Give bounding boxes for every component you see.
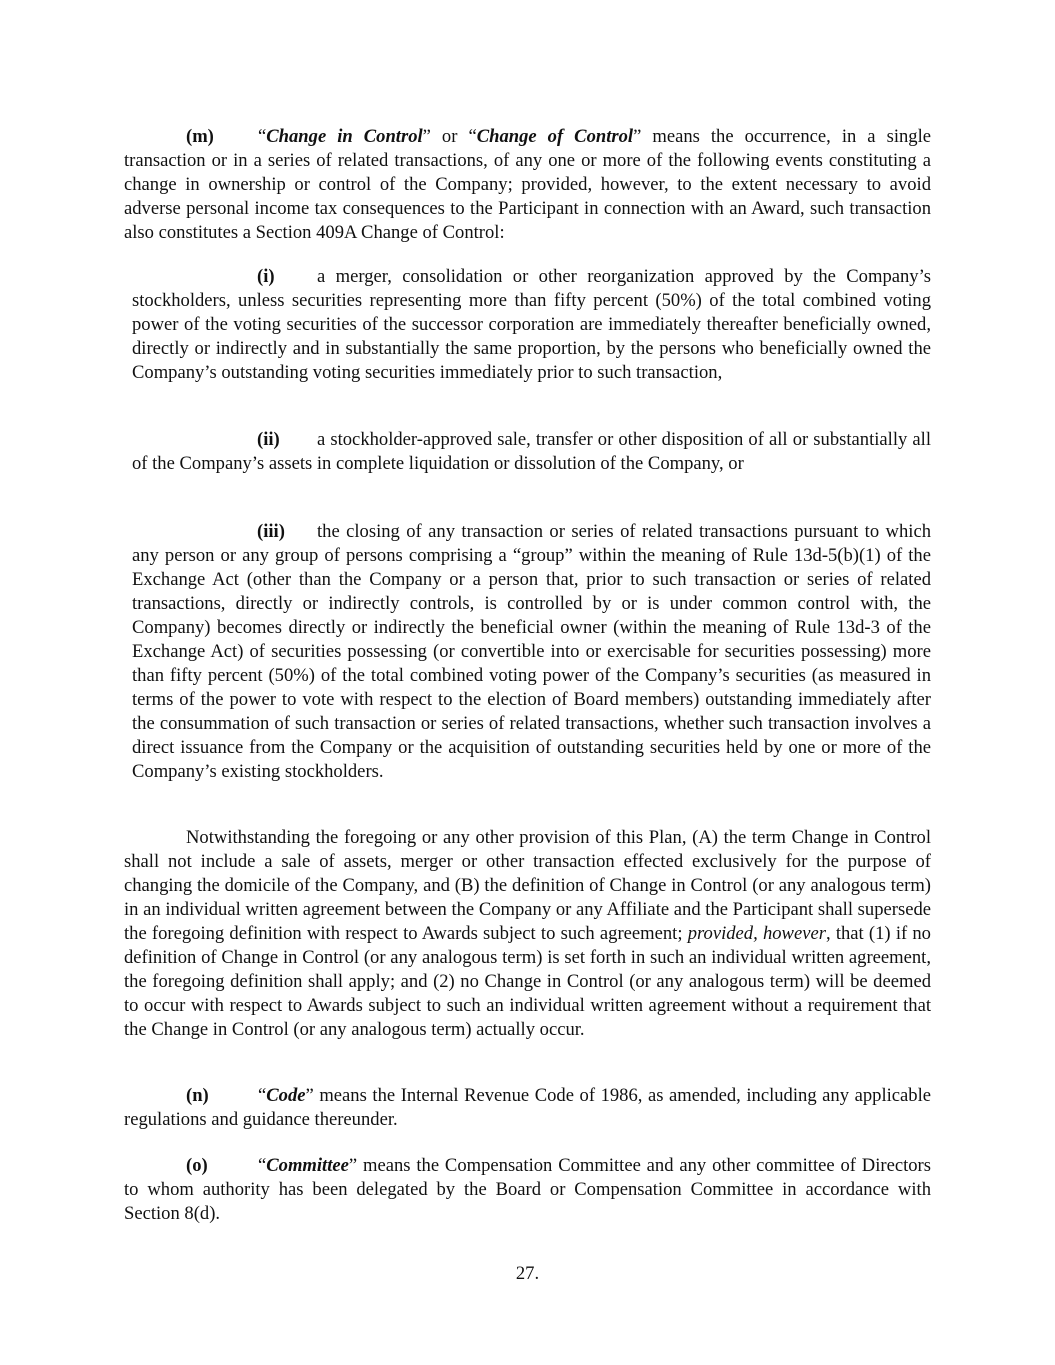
quote-open: “ [258,126,267,147]
paragraph-i-label: (i) [257,266,275,287]
paragraph-m-text: ” means the occurrence, in a single transaction or in a series of related transactions, of any one or more of the following events constituting a change in ownership or control of the Company; provided, however, to the extent necessary to avoid adverse personal income tax consequences to the Participant in connection with an Award, such transaction also constitutes a Section 409A Change of Control: [124,126,931,243]
paragraph-m [124,125,931,245]
paragraph-ii-text: a stockholder-approved sale, transfer or other disposition of all or substantially all of the Company’s assets in complete liquidation or dissolution of the Company, or [132,429,931,474]
term-change-of-control: Change of Control [476,126,634,147]
quote-open: “ [258,1155,267,1176]
term-change-in-control: Change in Control [266,126,423,147]
paragraph-i-text: a merger, consolidation or other reorganization approved by the Company’s stockholders, unless securities representing more than fifty percent (50%) of the total combined voting power of the voting securities of the successor corporation are immediately thereafter beneficially owned, directly or indirectly and in substantially the same proportion, by the persons who beneficially owned the Company’s outstanding voting securities immediately prior to such transaction, [132,266,931,383]
paragraph-iii-text: the closing of any transaction or series of related transactions pursuant to which any person or any group of persons comprising a “group” within the meaning of Rule 13d-5(b)(1) of the Exchange Act (other than the Company or a person that, prior to such transaction or series of related transactions, directly or indirectly controls, is controlled by or is under common control with, the Company) becomes directly or indirectly the beneficial owner (within the meaning of Rule 13d-3 of the Exchange Act) of securities possessing (or convertible into or exercisable for securities possessing) more than fifty percent (50%) of the total combined voting power of the Company’s securities (as measured in terms of the power to vote with respect to the election of Board members) outstanding immediately after the consummation of such transaction or series of related transactions, whether such transaction involves a direct issuance from the Company or the acquisition of outstanding securities held by one or more of the Company’s existing stockholders. [132,521,931,782]
paragraph-n-text: ” means the Internal Revenue Code of 1986, as amended, including any applicable regulations and guidance thereunder. [124,1085,931,1130]
paragraph-m-label: (m) [186,126,214,147]
quote-open: “ [258,1085,267,1106]
paragraph-o-text: ” means the Compensation Committee and any other committee of Directors to whom authority has been delegated by the Board or Compensation Committee in accordance with Section 8(d). [124,1155,931,1224]
paragraph-i [132,265,931,385]
paragraph-o-label: (o) [186,1155,208,1176]
provided-however: provided, however [687,923,826,944]
term-code: Code [266,1085,306,1106]
term-committee: Committee [266,1155,349,1176]
paragraph-notwithstanding [124,826,931,1042]
term-connector: ” or “ [422,126,477,147]
paragraph-ii-label: (ii) [257,429,280,450]
paragraph-ii [132,428,931,476]
page-number: 27. [515,1263,540,1284]
paragraph-iii [132,520,931,784]
paragraph-notwithstanding-text-1: Notwithstanding the foregoing or any other provision of this Plan, (A) the term Change in Control shall not include a sale of assets, merger or other transaction effected exclusively for the purpose of changing the domicile of the Company, and (B) the definition of Change in Control (or any analogous term) in an individual written agreement between the Company or any Affiliate and the Participant shall supersede the foregoing definition with respect to Awards subject to such agreement; [124,827,931,944]
paragraph-notwithstanding-text-2: , that (1) if no definition of Change in Control (or any analogous term) is set forth in such an individual written agreement, the foregoing definition shall apply; and (2) no Change in Control (or any analogous term) will be deemed to occur with respect to Awards subject to such an individual written agreement without a requirement that the Change in Control (or any analogous term) actually occur. [124,923,931,1040]
paragraph-n-label: (n) [186,1085,209,1106]
paragraph-iii-label: (iii) [257,521,285,542]
paragraph-o [124,1154,931,1226]
paragraph-n [124,1084,931,1132]
